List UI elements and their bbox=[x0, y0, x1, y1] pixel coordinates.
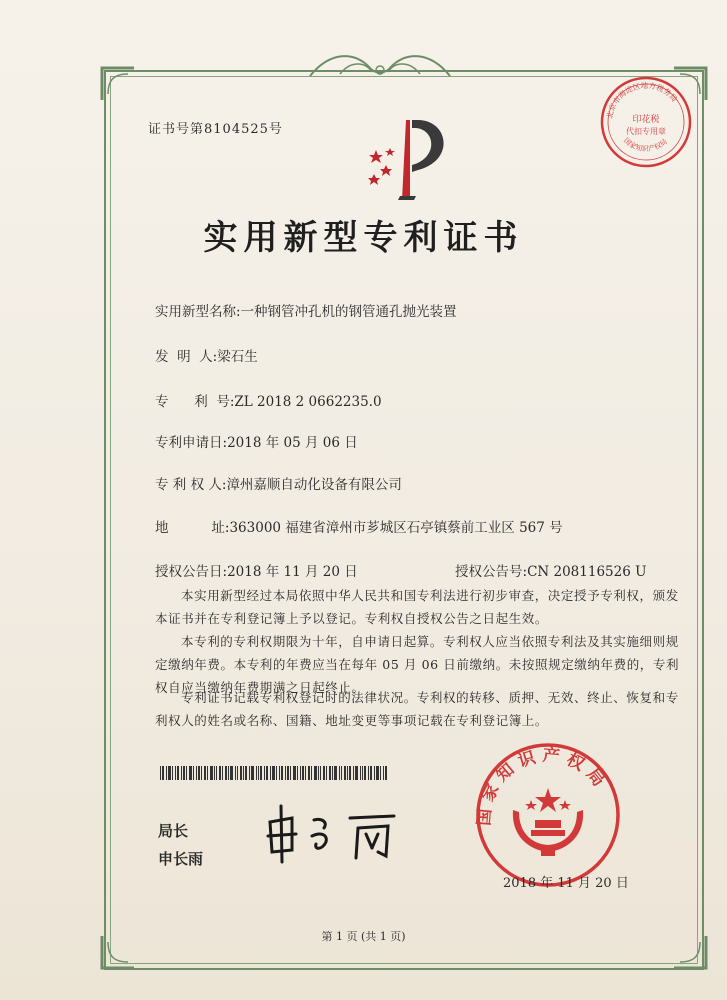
barcode-bar bbox=[228, 766, 229, 780]
certificate-number-suffix: 号 bbox=[268, 122, 283, 137]
field-value: 一种钢管冲孔机的钢管通孔抛光装置 bbox=[240, 304, 457, 320]
certificate-number-label: 证书号第 bbox=[148, 122, 205, 137]
barcode-bar bbox=[300, 766, 301, 780]
barcode-bar bbox=[166, 766, 167, 780]
seal-ring-text: 国家知识产权局 bbox=[474, 745, 613, 827]
barcode-bar bbox=[297, 766, 298, 780]
barcode-bar bbox=[374, 766, 375, 780]
barcode-bar bbox=[276, 766, 277, 780]
barcode-bar bbox=[281, 766, 283, 780]
barcode bbox=[160, 766, 390, 780]
barcode-bar bbox=[235, 766, 236, 780]
barcode-bar bbox=[240, 766, 242, 780]
tax-stamp-ring-text: 北京市海淀区地方税务局 bbox=[605, 80, 679, 120]
tax-stamp bbox=[598, 74, 694, 170]
field-label: 授权公告号: bbox=[455, 564, 528, 580]
barcode-bar bbox=[175, 766, 176, 780]
barcode-bar bbox=[320, 766, 321, 780]
barcode-bar bbox=[237, 766, 238, 780]
barcode-bar bbox=[186, 766, 187, 780]
field-patent-number bbox=[155, 390, 382, 410]
barcode-bar bbox=[355, 766, 358, 780]
barcode-bar bbox=[251, 766, 254, 780]
field-filing-date bbox=[155, 431, 358, 451]
field-label: 地 址: bbox=[155, 520, 230, 536]
patent-office-emblem-icon bbox=[358, 110, 468, 205]
barcode-bar bbox=[323, 766, 325, 780]
barcode-bar bbox=[222, 766, 223, 780]
barcode-bar bbox=[287, 766, 289, 780]
signatory-name: 申长雨 bbox=[158, 850, 204, 868]
tax-stamp-line1: 印花税 bbox=[632, 115, 660, 125]
top-ornament-icon bbox=[300, 46, 460, 86]
barcode-bar bbox=[249, 766, 250, 780]
corner-ornament-icon bbox=[98, 64, 138, 104]
field-value: 2018 年 11 月 20 日 bbox=[227, 564, 358, 580]
statement-paragraph bbox=[155, 584, 680, 630]
paragraph-text: 本实用新型经过本局依照中华人民共和国专利法进行初步审查，决定授予专利权，颁发本证书并在专利登记簿上予以登记。专利权自授权公告之日起生效。 bbox=[155, 588, 679, 626]
barcode-bar bbox=[334, 766, 337, 780]
field-patent-holder bbox=[155, 473, 402, 493]
barcode-bar bbox=[160, 766, 161, 780]
barcode-bar bbox=[181, 766, 182, 780]
signatory-title: 局长 bbox=[158, 822, 189, 840]
barcode-bar bbox=[385, 766, 387, 780]
field-label: 发 明 人: bbox=[155, 349, 218, 365]
barcode-bar bbox=[332, 766, 333, 780]
barcode-bar bbox=[362, 766, 363, 780]
barcode-bar bbox=[347, 766, 348, 780]
field-label: 实用新型名称: bbox=[155, 304, 241, 320]
barcode-bar bbox=[293, 766, 296, 780]
barcode-bar bbox=[364, 766, 366, 780]
barcode-bar bbox=[279, 766, 280, 780]
field-value: 漳州嘉顺自动化设备有限公司 bbox=[226, 477, 402, 493]
barcode-bar bbox=[207, 766, 208, 780]
certificate-number bbox=[148, 118, 283, 137]
barcode-bar bbox=[368, 766, 369, 780]
barcode-bar bbox=[216, 766, 217, 780]
barcode-bar bbox=[339, 766, 340, 780]
tax-stamp-line2: 代扣专用章 bbox=[626, 127, 666, 136]
barcode-bar bbox=[360, 766, 361, 780]
barcode-bar bbox=[230, 766, 233, 780]
barcode-bar bbox=[285, 766, 286, 780]
field-label: 专 利 权 人: bbox=[155, 477, 227, 493]
barcode-bar bbox=[318, 766, 319, 780]
barcode-bar bbox=[193, 766, 194, 780]
paragraph-text: 专利证书记载专利权登记时的法律状况。专利权的转移、质押、无效、终止、恢复和专利权人的姓名或名称、国籍、地址变更等事项记载在专利登记簿上。 bbox=[155, 690, 679, 728]
barcode-bar bbox=[349, 766, 351, 780]
field-label: 专 利 号: bbox=[155, 394, 235, 410]
field-inventor bbox=[155, 345, 258, 365]
barcode-bar bbox=[329, 766, 331, 780]
cnipa-seal bbox=[473, 740, 623, 890]
page-number: 第 1 页 (共 1 页) bbox=[321, 930, 406, 943]
national-emblem-icon bbox=[513, 788, 583, 856]
barcode-bar bbox=[270, 766, 271, 780]
barcode-bar bbox=[177, 766, 179, 780]
legal-status-paragraph bbox=[155, 686, 680, 732]
barcode-bar bbox=[245, 766, 247, 780]
field-grant-date bbox=[155, 560, 358, 580]
barcode-bar bbox=[219, 766, 221, 780]
barcode-bar bbox=[272, 766, 275, 780]
barcode-bar bbox=[210, 766, 213, 780]
barcode-bar bbox=[266, 766, 268, 780]
barcode-bar bbox=[168, 766, 171, 780]
barcode-bar bbox=[225, 766, 227, 780]
barcode-bar bbox=[196, 766, 197, 780]
barcode-bar bbox=[198, 766, 200, 780]
seal-date: 2018 年 11 月 20 日 bbox=[503, 876, 629, 891]
barcode-bar bbox=[204, 766, 206, 780]
barcode-bar bbox=[189, 766, 192, 780]
barcode-bar bbox=[264, 766, 265, 780]
barcode-bar bbox=[162, 766, 164, 780]
barcode-bar bbox=[344, 766, 346, 780]
barcode-bar bbox=[201, 766, 202, 780]
barcode-bar bbox=[214, 766, 215, 780]
handwritten-signature bbox=[262, 800, 412, 870]
barcode-bar bbox=[376, 766, 379, 780]
barcode-bar bbox=[243, 766, 244, 780]
field-value: 363000 福建省漳州市芗城区石亭镇蔡前工业区 567 号 bbox=[229, 520, 563, 536]
barcode-bar bbox=[256, 766, 257, 780]
field-value: 2018 年 05 月 06 日 bbox=[227, 435, 358, 451]
barcode-bar bbox=[311, 766, 312, 780]
barcode-bar bbox=[260, 766, 262, 780]
field-label: 授权公告日: bbox=[155, 564, 228, 580]
barcode-bar bbox=[383, 766, 384, 780]
barcode-bar bbox=[290, 766, 291, 780]
tax-stamp-bottom-text: 国家知识产权局 bbox=[622, 136, 669, 154]
barcode-bar bbox=[183, 766, 185, 780]
certificate-number-value: 8104525 bbox=[204, 122, 269, 137]
field-label: 专利申请日: bbox=[155, 435, 228, 451]
field-publication-number bbox=[455, 560, 646, 580]
barcode-bar bbox=[370, 766, 372, 780]
barcode-bar bbox=[326, 766, 327, 780]
field-utility-model-name bbox=[155, 300, 457, 320]
barcode-bar bbox=[314, 766, 317, 780]
certificate-title: 实用新型专利证书 bbox=[203, 218, 524, 258]
barcode-bar bbox=[172, 766, 173, 780]
barcode-bar bbox=[380, 766, 381, 780]
barcode-bar bbox=[258, 766, 259, 780]
barcode-bar bbox=[308, 766, 310, 780]
barcode-bar bbox=[353, 766, 354, 780]
paragraph-text: 本专利的专利权期限为十年，自申请日起算。专利权人应当依照专利法及其实施细则规定缴纳年费。本专利的年费应当在每年 05 月 06 日前缴纳。未按照规定缴纳年费的，专利权自应当缴纳年费期满之日起终止。 bbox=[155, 634, 680, 695]
field-value: ZL 2018 2 0662235.0 bbox=[234, 394, 382, 410]
barcode-bar bbox=[305, 766, 306, 780]
barcode-bar bbox=[341, 766, 342, 780]
field-value: CN 208116526 U bbox=[527, 564, 647, 580]
field-value: 梁石生 bbox=[217, 349, 258, 365]
field-address bbox=[155, 516, 563, 536]
barcode-bar bbox=[302, 766, 304, 780]
